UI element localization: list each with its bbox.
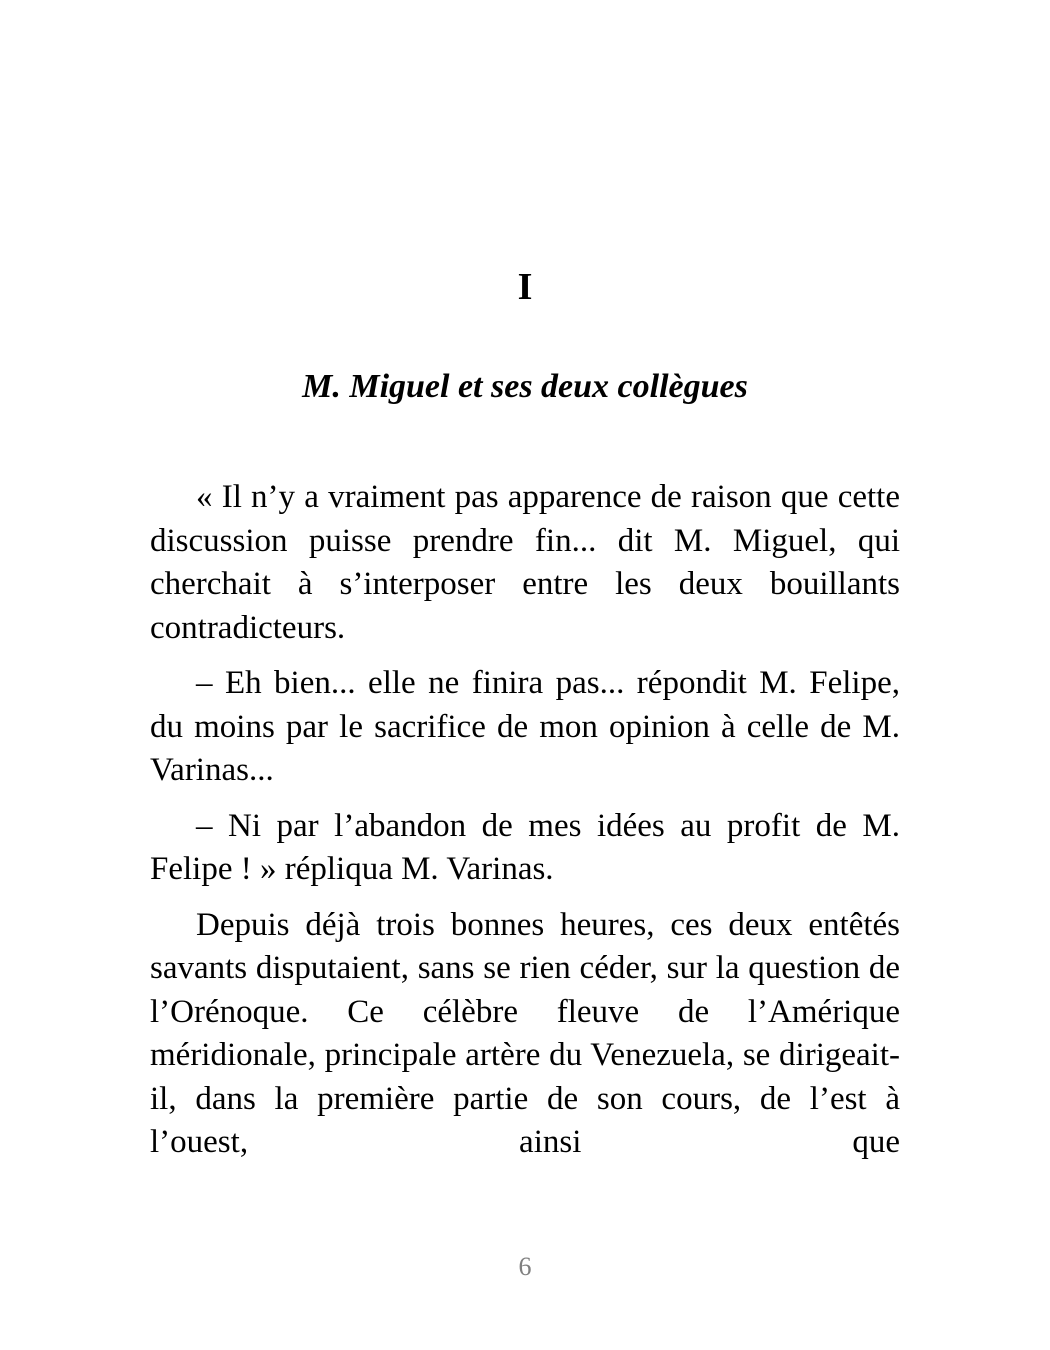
page-number: 6	[518, 1252, 532, 1281]
chapter-number: I	[517, 266, 533, 308]
paragraph: – Ni par l’abandon de mes idées au profit de M. Felipe ! » répliqua M. Varinas.	[150, 807, 900, 887]
chapter-body	[150, 476, 900, 1166]
paragraph: – Eh bien... elle ne finira pas... répondit M. Felipe, du moins par le sacrifice de mon opinion à celle de M. Varinas...	[150, 665, 900, 788]
paragraph: « Il n’y a vraiment pas apparence de raison que cette discussion puisse prendre fin... dit M. Miguel, qui cherchait à s’interposer entre les deux bouillants contradicteurs.	[150, 479, 900, 646]
chapter-title: M. Miguel et ses deux collègues	[302, 368, 748, 405]
paragraph: Depuis déjà trois bonnes heures, ces deux entêtés savants disputaient, sans se rien céder, sur la question de l’Orénoque. Ce célèbre fleuve de l’Amérique méridionale, principale artère du Venezuela, se dirigeait-il, dans la première partie de son cours, de l’est à l’ouest, ainsi que	[150, 906, 900, 1160]
